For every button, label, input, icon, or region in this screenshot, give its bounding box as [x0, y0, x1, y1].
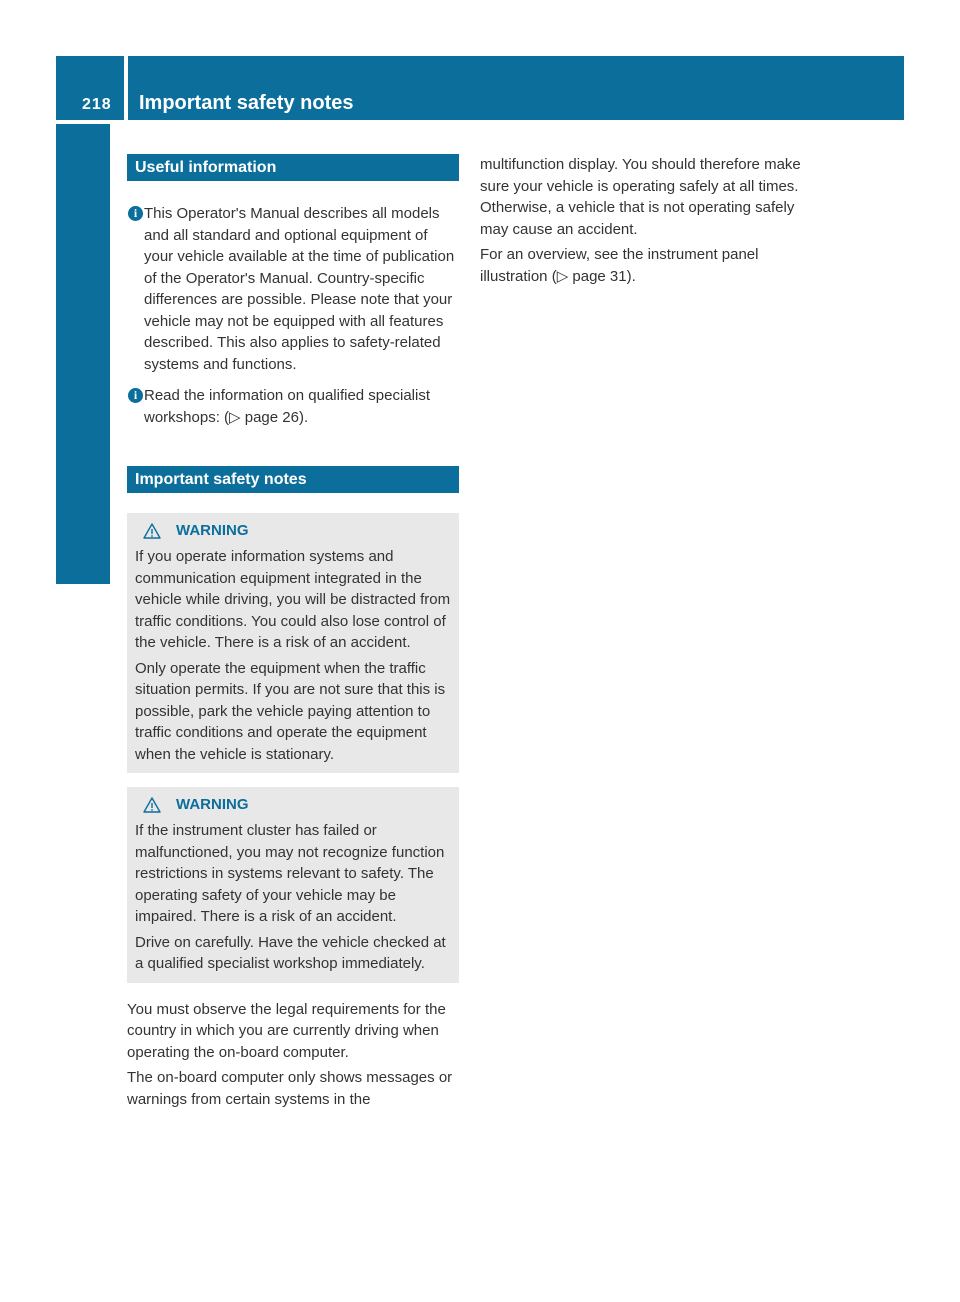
warning-box	[127, 787, 459, 983]
warning-box	[127, 513, 459, 773]
page-number: 218	[82, 96, 112, 113]
warning-text: Drive on carefully. Have the vehicle checked at a qualified specialist workshop immediately.	[135, 933, 446, 972]
body-paragraph: multifunction display. You should therefore make sure your vehicle is operating safely at all times. Otherwise, a vehicle that is not operating safely may cause an accident.	[480, 156, 801, 238]
info-note-text: This Operator's Manual describes all models and all standard and optional equipment of your vehicle available at the time of publication of the Operator's Manual. Country-specific differences are possible. Please note that your vehicle may not be equipped with all features described. This also applies to safety-related systems and functions.	[144, 205, 455, 373]
page-title: Important safety notes	[139, 92, 354, 114]
warning-triangle-icon	[143, 797, 161, 813]
info-icon: i	[128, 388, 143, 403]
warning-title: WARNING	[176, 796, 249, 813]
info-icon: i	[128, 206, 143, 221]
body-paragraph: You must observe the legal requirements for the country in which you are currently driving when operating the on-board computer.	[127, 1000, 446, 1061]
left-column	[127, 154, 459, 1110]
section-tab-label: On-board computer and displays	[72, 185, 97, 530]
warning-text: Only operate the equipment when the traffic situation permits. If you are not sure that this is possible, park the vehicle paying attention to traffic conditions and operate the equipment when the vehicle is stationary.	[135, 659, 446, 763]
warning-text: If the instrument cluster has failed or malfunctioned, you may not recognize function restrictions in systems relevant to safety. The operating safety of your vehicle may be impaired. There is a risk of an accident.	[135, 822, 445, 925]
warning-title: WARNING	[176, 522, 249, 539]
info-note-text: Read the information on qualified specialist workshops: (▷ page 26).	[144, 387, 431, 426]
info-note	[127, 385, 459, 428]
warning-title-row	[135, 521, 451, 541]
body-paragraph: For an overview, see the instrument panel illustration (▷ page 31).	[480, 246, 759, 285]
warning-triangle-icon	[143, 523, 161, 539]
page-header	[128, 56, 904, 120]
right-column	[480, 154, 820, 287]
info-note	[127, 203, 459, 375]
body-paragraph: The on-board computer only shows messages or warnings from certain systems in the	[127, 1069, 453, 1108]
useful-info-heading: Useful information	[127, 154, 459, 181]
warning-title-row	[135, 795, 451, 815]
safety-heading: Important safety notes	[127, 466, 459, 493]
warning-text: If you operate information systems and communication equipment integrated in the vehicle while driving, you will be distracted from traffic conditions. You could also lose control of the vehicle. There is a risk of an accident.	[135, 548, 451, 651]
